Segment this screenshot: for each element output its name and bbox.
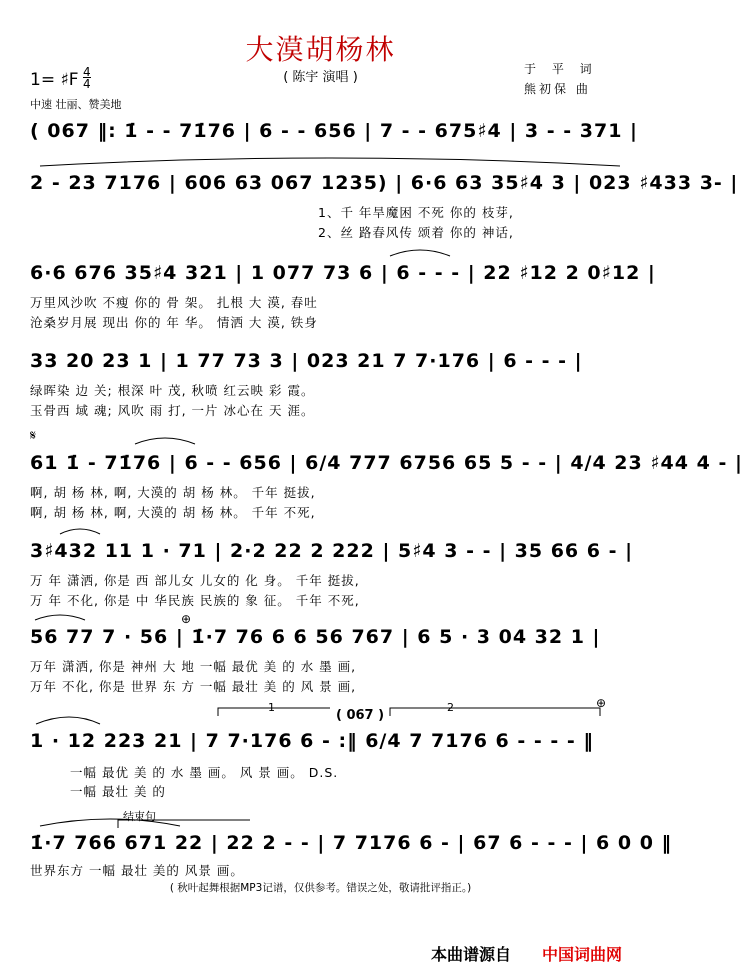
meter-bottom: 4 bbox=[83, 77, 91, 91]
segno-sign: 𝄋 bbox=[30, 428, 37, 444]
volta-2-label: 2 bbox=[447, 701, 454, 714]
lyric-line-5b: 啊, 胡 杨 林, 啊, 大漠的 胡 杨 林。 千年 不死, bbox=[30, 505, 316, 520]
notation-line-6: 3♯432 11 1 · 71 | 2·2 22 2 222 | 5♯4 3 - - | 35 66 6 - | bbox=[30, 540, 634, 562]
coda-sign: ⊕ bbox=[181, 612, 192, 626]
lyric-line-3a: 万里风沙吹 不瘦 你的 骨 架。 扎根 大 漠, 春吐 bbox=[30, 295, 318, 310]
slur-3a bbox=[390, 250, 450, 256]
tempo-marking: 中速 壮丽、赞美地 bbox=[30, 98, 122, 111]
volta-notes: ( 067 ) bbox=[336, 708, 385, 723]
lyricist-credit: 于 平 词 bbox=[524, 62, 598, 76]
slur-8a bbox=[36, 717, 100, 724]
lyric-line-9a: 世界东方 一幅 最壮 美的 风景 画。 bbox=[30, 863, 244, 878]
lyric-line-4a: 绿晖染 边 关; 根深 叶 茂, 秋喷 红云映 彩 霞。 bbox=[30, 383, 315, 398]
slur-5a bbox=[135, 438, 195, 444]
lyric-line-8b: 一幅 最壮 美 的 bbox=[70, 784, 166, 799]
notation-line-4: 33 20 23 1 | 1 77 73 3 | 023 21 7 7·176 | 6 - - - | bbox=[30, 350, 583, 372]
source-label: 本曲谱源自 bbox=[431, 945, 512, 964]
lyric-line-3b: 沧桑岁月展 现出 你的 年 华。 情洒 大 漠, 铁身 bbox=[30, 315, 318, 330]
lyric-line-7a: 万年 潇洒, 你是 神州 大 地 一幅 最优 美 的 水 墨 画, bbox=[30, 659, 357, 674]
notation-line-5: 61 1̇ - 71̇76 | 6 - - 656 | 6/4 777 6756 65 5 - - | 4/4 23 ♯44 4 - | bbox=[30, 452, 743, 474]
lyric-line-6a: 万 年 潇洒, 你是 西 部儿女 儿女的 化 身。 千年 挺拔, bbox=[30, 573, 360, 588]
lyric-line-5a: 啊, 胡 杨 林, 啊, 大漠的 胡 杨 林。 千年 挺拔, bbox=[30, 485, 316, 500]
notation-line-8: 1 · 12 223 21 | 7 7·176 6 - :‖ 6/4 7 7176 6 - - - - ‖ bbox=[30, 730, 594, 752]
lyric-line-6b: 万 年 不化, 你是 中 华民族 民族的 象 征。 千年 不死, bbox=[30, 593, 360, 608]
ending-label: 结束句 bbox=[123, 810, 156, 823]
lyric-line-4b: 玉骨西 域 魂; 风吹 雨 打, 一片 冰心在 天 涯。 bbox=[30, 403, 315, 418]
volta-2-bracket bbox=[390, 708, 600, 716]
lyric-line-2b: 2、丝 路春风传 颂着 你的 神话, bbox=[318, 225, 514, 240]
key-signature: 1= ♯F bbox=[30, 70, 79, 90]
meter-top: 4 bbox=[83, 65, 91, 79]
composer-credit: 熊初保 曲 bbox=[524, 82, 591, 96]
lyric-line-7b: 万年 不化, 你是 世界 东 方 一幅 最壮 美 的 风 景 画, bbox=[30, 679, 357, 694]
notation-line-2: 2 - 23 7176 | 606 63 067 1235) | 6·6 63 35♯4 3 | 023 ♯433 3- | bbox=[30, 172, 739, 194]
site-logo-text: 中国词曲网 bbox=[542, 945, 623, 964]
slur-line-2 bbox=[40, 158, 620, 166]
slur-7a bbox=[35, 615, 85, 620]
transcription-note: ( 秋叶起舞根据MP3记谱，仅供参考。错误之处，敬请批评指正。) bbox=[169, 882, 472, 894]
song-title: 大漠胡杨林 bbox=[245, 33, 396, 66]
notation-line-7: 56 77 7 · 56 | 1̇·7 76 6 6 56 767 | 6 5 · 3 04 32 1 | bbox=[30, 626, 601, 648]
volta-1-label: 1 bbox=[268, 701, 275, 714]
notation-line-1: ( 067 ‖: 1̇ - - 71̇76 | 6 - - 656 | 7 - - 675♯4 | 3 - - 371 | bbox=[30, 120, 638, 142]
volta-1-bracket bbox=[218, 708, 330, 716]
ending-bracket bbox=[118, 820, 250, 828]
slur-6a bbox=[60, 529, 100, 534]
notation-line-9: 1̇·7 766 671 22 | 22 2 - - | 7 7176 6 - | 67 6 - - - | 6 0 0 ‖ bbox=[30, 832, 673, 854]
singer-credit: ( 陈宇 演唱 ) bbox=[283, 70, 358, 85]
lyric-line-2a: 1、千 年旱魔困 不死 你的 枝芽, bbox=[318, 205, 514, 220]
coda-sign-2: ⊕ bbox=[596, 696, 607, 710]
notation-line-3: 6·6 676 35♯4 321 | 1 077 73 6 | 6 - - - | 22 ♯12 2 0♯12 | bbox=[30, 262, 656, 284]
lyric-line-8a: 一幅 最优 美 的 水 墨 画。 风 景 画。 D.S. bbox=[70, 765, 339, 780]
